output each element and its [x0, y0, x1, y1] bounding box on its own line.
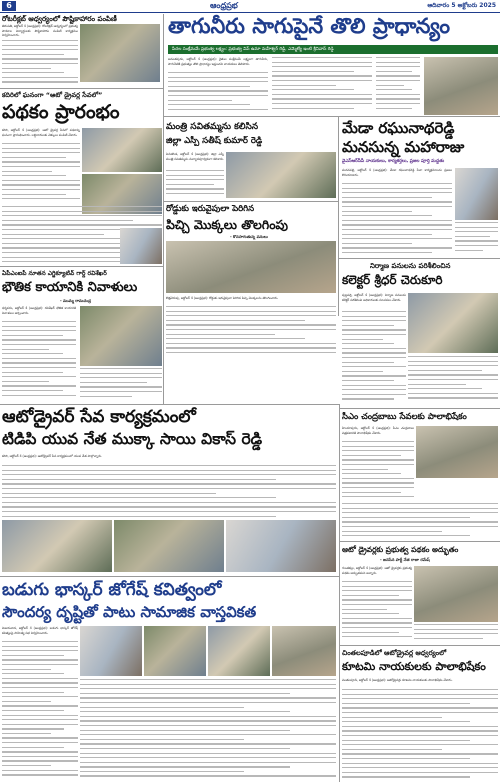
article-12-text-lines-1	[2, 641, 78, 781]
article-6-headline-1: రోడ్డుకు ఇరువైపులా పెరిగిన	[166, 204, 255, 214]
article-2-text-lines-3	[376, 57, 420, 112]
article-11-text-lines-2	[414, 624, 498, 642]
article-5-body: మదనపల్లి, అక్టోబర్ 4 (ఆంధ్రప్రభ): మేడా రఘునాథరెడ్డి సేవా కార్యక్రమాలను ప్రజలు కొనియాడారు.	[342, 168, 452, 177]
article-4-body: పెనుకొండ, అక్టోబర్ 4 (ఆంధ్రప్రభ): జిల్లా ఎస్పీ మంత్రి సవితమ్మను మర్యాదపూర్వకంగా కలిశారు.	[166, 152, 224, 161]
article-3-text-lines-1	[2, 143, 80, 203]
article-10-body: కదిరి, అక్టోబర్ 4 (ఆంధ్రప్రభ): ఆటోడ్రైవర్ సేవ కార్యక్రమంలో యువ నేత పాల్గొన్నారు.	[2, 454, 103, 458]
article-3-kicker: కదిరిలో ఘనంగా “ఆటో డ్రైవర్ల సేవలో”	[2, 91, 103, 99]
issue-date: ఆదివారం 5 అక్టోబరు 2025	[427, 2, 496, 9]
article-9-body: హిందూపురం, అక్టోబర్ 4 (ఆంధ్రప్రభ): సీఎం చంద్రబాబు చిత్రపటానికి పాలాభిషేకం చేశారు.	[342, 426, 414, 435]
article-8-text-lines	[2, 321, 76, 401]
article-6-subhead: - కొనసాగుతున్న పనులు	[230, 234, 268, 239]
masthead	[0, 0, 500, 13]
article-8-photo	[80, 306, 162, 366]
article-12-photo-1	[80, 626, 142, 676]
article-10-headline-2: టిడిపి యువ నేత ముక్కా సాయి వికాస్ రెడ్డి	[2, 430, 263, 448]
article-2-subhead: పేదల సంక్షేమమే ప్రభుత్వ లక్ష్యం: ప్రభుత్వ విప్ ఉమా మహేశ్వర్ రెడ్డి, ఎమ్మెల్యే ఇంటి శ్రీనివాస్ రెడ్డి	[168, 45, 498, 54]
article-10-photo-2	[114, 520, 224, 572]
article-11-photo	[414, 566, 498, 622]
article-2-text-lines-1	[168, 72, 268, 112]
article-7-body: పుట్టపర్తి, అక్టోబర్ 4 (ఆంధ్రప్రభ): నిర్మాణ పనులను కలెక్టర్ పరిశీలించి అధికారులకు సూచనలు చేశారు.	[342, 293, 406, 302]
article-13-body: చింతలపూడి, అక్టోబర్ 4 (ఆంధ్రప్రభ): ఆటోడ్రైవర్లు కూటమి నాయకులకు పాలాభిషేకం చేశారు.	[342, 678, 453, 682]
article-2-headline: తాగునీరు సాగుపైనే తొలి ప్రాధాన్యం	[168, 14, 450, 38]
article-13-text-lines	[342, 689, 498, 781]
article-7-kicker: నిర్మాణ పనులను పరిశీలించిన	[370, 262, 451, 270]
article-8-kicker: ఏపీఎంఐపీ నూతన ఎగ్జిక్యూటివ్ గార్డ్ రవిశేఖర్	[2, 270, 107, 277]
article-13-headline-2: కూటమి నాయకులకు పాలాభిషేకం	[342, 660, 486, 673]
article-4-headline-1: మంత్రి సవితమ్మను కలిసిన	[166, 122, 259, 132]
article-6-text-lines	[166, 306, 336, 358]
article-2-body: అనంతపురం, అక్టోబర్ 4 (ఆంధ్రప్రభ): రైతుల సంక్షేమమే లక్ష్యంగా తాగునీరు, సాగునీటికి ప్రభుత్వం తొలి ప్రాధాన్యం ఇస్తుందని నాయకులు తెలిపారు.	[168, 57, 268, 66]
article-9-headline: సీఎం చంద్రబాబు సేవలకు పాలాభిషేకం	[342, 412, 467, 422]
article-10-text-lines	[2, 465, 336, 519]
article-2-photo	[424, 57, 498, 115]
article-8-subhead: - ముమ్మ రామచంద్ర	[60, 298, 91, 303]
article-6-photo	[166, 241, 336, 293]
article-3-photo-3	[120, 228, 162, 264]
article-12-photo-4	[272, 626, 336, 676]
article-8-body: ధర్మవరం, అక్టోబర్ 4 (ఆంధ్రప్రభ): రవిశేఖర్ భౌతిక కాయానికి నివాళులు అర్పించారు.	[2, 306, 76, 315]
article-11-headline: ఆటో డ్రైవర్లకు ప్రభుత్వ పథకం అద్భుతం	[342, 545, 459, 554]
article-12-body: విజయవాడ, అక్టోబర్ 4 (ఆంధ్రప్రభ): బడుగు భాస్కర్ జోగేష్ కవిత్వంపై సాహిత్య సభ నిర్వహించారు.	[2, 626, 78, 635]
article-5-headline-1: మేడా రఘునాథరెడ్డి	[342, 119, 455, 137]
article-7-photo	[408, 293, 498, 353]
article-8-text-lines-2	[80, 368, 162, 402]
article-2-text-lines-2	[272, 57, 372, 112]
article-7-headline: కలెక్టర్ శ్రీధర్ చెరుకూరి	[342, 273, 443, 287]
paper-name: ఆంధ్రప్రభ	[210, 1, 238, 10]
article-9-text-lines	[342, 441, 414, 501]
article-13-headline-1: చింతలపూడిలో ఆటోడ్రైవర్ల ఆధ్వర్యంలో	[342, 649, 447, 657]
article-4-text-lines	[166, 170, 224, 198]
article-1-photo	[80, 24, 160, 82]
article-12-photo-2	[144, 626, 206, 676]
article-12-text-lines-2	[80, 679, 336, 781]
article-6-headline-2: పిచ్చి మొక్కలు తొలగింపు	[166, 217, 289, 232]
article-4-headline-2: జిల్లా ఎస్పీ సతీష్ కుమార్ రెడ్డి	[166, 136, 263, 146]
article-4-photo	[226, 152, 336, 198]
article-1-body: తిరుపతి, అక్టోబర్ 4 (ఆంధ్రప్రభ): రోటరీక్లబ్ ఆధ్వర్యంలో ప్రభుత్వ పాఠశాల విద్యార్థులకు పౌష్టికాహారం పంపిణీ కార్యక్రమం నిర్వహించారు.	[2, 24, 78, 38]
article-5-text-lines	[342, 183, 452, 257]
article-3-photo-1	[82, 128, 162, 172]
article-12-headline-1: బడుగు భాస్కర్ జోగేష్ కవిత్వంలో	[2, 580, 222, 600]
article-12-headline-2: సౌందర్య దృష్టితో పాటు సామాజిక వాస్తవికత	[2, 603, 257, 621]
article-5-portrait	[455, 168, 498, 220]
article-10-headline-1: ఆటోడ్రైవర్ సేవ కార్యక్రమంలో	[2, 407, 196, 427]
article-11-subhead: - జనసేన పార్టీ నేత రాజా రమేష్	[380, 557, 430, 562]
article-3-body: కదిరి, అక్టోబర్ 4 (ఆంధ్రప్రభ): ఆటో డ్రైవర్ల సేవలో పథకాన్ని ఘనంగా ప్రారంభించారు. లబ్ధిదారులకు చెక్కులు పంపిణీ చేశారు.	[2, 128, 80, 137]
article-7-text-lines-2	[408, 356, 498, 406]
article-1-headline: రోటరీక్లబ్ ఆధ్వర్యంలో పౌష్టికాహారం పంపిణీ	[2, 15, 117, 23]
article-9-photo	[416, 426, 498, 478]
article-6-body: కొత్తచెరువు, అక్టోబర్ 4 (ఆంధ్రప్రభ): రోడ్డుకు ఇరువైపులా పెరిగిన పిచ్చి మొక్కలను తొలగించారు.	[166, 296, 279, 300]
article-12-photo-3	[208, 626, 270, 676]
article-10-photo-1	[2, 520, 112, 572]
article-11-body: గుంతకల్లు, అక్టోబర్ 4 (ఆంధ్రప్రభ): ఆటో డ్రైవర్లకు ప్రభుత్వ పథకం అద్భుతమని అన్నారు.	[342, 566, 412, 575]
article-1-text-lines	[2, 40, 78, 86]
article-5-headline-2: మనసున్న మహారాజు	[342, 138, 465, 156]
article-5-text-lines-2	[455, 222, 498, 256]
article-10-photo-3	[226, 520, 336, 572]
article-3-headline: పథకం ప్రారంభం	[2, 101, 120, 123]
article-5-subhead: వైఎస్ఆర్‌సీపీ నాయకులు, కార్యకర్తలు, ప్రజల పూర్తి మద్దతు	[342, 159, 445, 164]
page-number: 6	[2, 1, 16, 11]
article-7-text-lines	[342, 311, 406, 403]
article-8-headline: భౌతిక కాయానికి నివాళులు	[2, 280, 138, 295]
article-9-text-lines-2	[342, 503, 498, 539]
article-11-text-lines	[342, 581, 412, 641]
